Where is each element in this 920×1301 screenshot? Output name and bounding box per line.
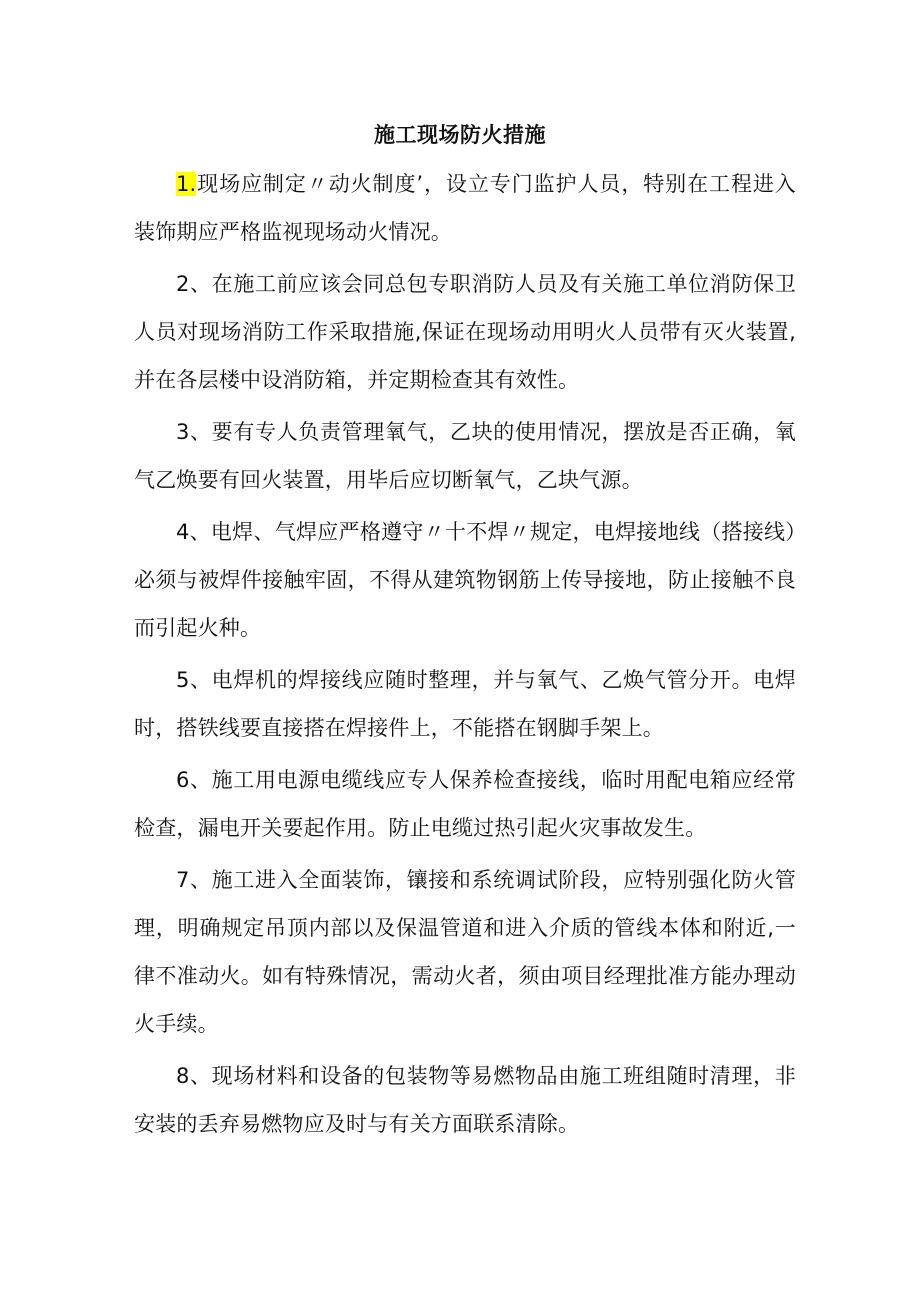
paragraph-6: [134, 756, 796, 852]
document-body: [134, 160, 796, 1152]
paragraph-4: [134, 508, 796, 652]
paragraph-text: 8、现场材料和设备的包装物等易燃物品由施工班组随时清理，非安装的丢弃易燃物应及时与有关方面联系清除。: [134, 1064, 796, 1136]
paragraph-5: [134, 656, 796, 752]
paragraph-text: 7、施工进入全面装饰，镶接和系统调试阶段，应特别强化防火管理，明确规定吊顶内部以及保温管道和进入介质的管线本体和附近,一律不准动火。如有特殊情况，需动火者，须由项目经理批准方能办理动火手续。: [134, 868, 796, 1036]
paragraph-1: [134, 160, 796, 256]
paragraph-3: [134, 408, 796, 504]
paragraph-2: [134, 260, 796, 404]
paragraph-text: 2、在施工前应该会同总包专职消防人员及有关施工单位消防保卫人员对现场消防工作采取措施,保证在现场动用明火人员带有灭火装置,并在各层楼中设消防箱，并定期检查其有效性。: [134, 272, 796, 392]
paragraph-7: [134, 856, 796, 1048]
paragraph-text: 4、电焊、气焊应严格遵守〃十不焊〃规定，电焊接地线（搭接线）必须与被焊件接触牢固，不得从建筑物钢筋上传导接地，防止接触不良而引起火种。: [134, 520, 796, 640]
paragraph-text: 6、施工用电源电缆线应专人保养检查接线，临时用配电箱应经常检查，漏电开关要起作用。防止电缆过热引起火灾事故发生。: [134, 768, 796, 840]
paragraph-8: [134, 1052, 796, 1148]
paragraph-text: 5、电焊机的焊接线应随时整理，并与氧气、乙焕气管分开。电焊时，搭铁线要直接搭在焊接件上，不能搭在钢脚手架上。: [134, 668, 796, 740]
paragraph-text: 3、要有专人负责管理氧气，乙块的使用情况，摆放是否正确，氧气乙焕要有回火装置，用毕后应切断氧气，乙块气源。: [134, 420, 796, 492]
paragraph-text: 现场应制定〃动火制度’，设立专门监护人员，特别在工程进入装饰期应严格监视现场动火情况。: [134, 172, 796, 244]
document-title: 施工现场防火措施: [374, 123, 546, 147]
highlighted-number: 1.: [176, 172, 197, 196]
